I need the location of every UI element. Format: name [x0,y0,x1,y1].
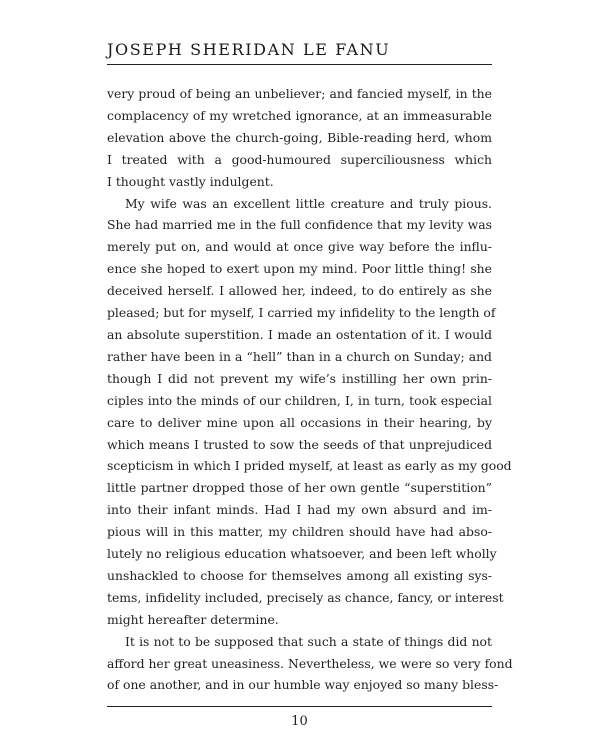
text-line: ence she hoped to exert upon my mind. Poor little thing! she [107,261,492,277]
text-line: afford her great uneasiness. Nevertheless, we were so very fond [107,655,513,671]
paragraph [107,83,492,193]
text-line: tems, infidelity included, precisely as chance, fancy, or interest [107,589,504,605]
text-line: very proud of being an unbeliever; and fancied myself, in the [107,86,492,101]
footer-rule [107,706,492,707]
text-line: an absolute superstition. I made an ostentation of it. I would [107,326,492,342]
text-line: scepticism in which I prided myself, at least as early as my good [107,458,512,474]
text-line: though I did not prevent my wife’s instilling her own prin- [107,370,492,386]
text-line: of one another, and in our humble way enjoyed so many bless- [107,677,499,693]
text-line: pleased; but for myself, I carried my infidelity to the length of [107,305,496,321]
page-number: 10 [291,714,308,729]
header-rule [107,64,492,65]
text-line: My wife was an excellent little creature and truly pious. [125,195,492,211]
text-line: complacency of my wretched ignorance, at an immeasurable [107,107,492,123]
text-line: unshackled to choose for themselves among all existing sys- [107,567,492,583]
text-line: into their infant minds. Had I had my own absurd and im- [107,502,492,518]
text-line: elevation above the church-going, Bible-reading herd, whom [107,129,492,145]
text-line: pious will in this matter, my children should have had abso- [107,524,492,540]
paragraph [107,631,513,697]
text-line: She had married me in the full confidence that my levity was [107,217,492,233]
text-line: which means I trusted to sow the seeds of that unprejudiced [107,436,492,452]
text-line: care to deliver mine upon all occasions in their hearing, by [107,414,492,430]
running-head: JOSEPH SHERIDAN LE FANU [107,40,391,59]
text-line: might hereafter determine. [107,611,279,627]
text-line: I thought vastly indulgent. [107,173,274,189]
text-line: I treated with a good-humoured superciliousness which [107,151,492,167]
text-line: little partner dropped those of her own gentle “superstition” [107,480,492,496]
text-line: It is not to be supposed that such a state of things did not [125,633,492,649]
text-line: ciples into the minds of our children, I, in turn, took especial [107,392,492,408]
text-line: rather have been in a “hell” than in a church on Sunday; and [107,348,492,364]
text-line: deceived herself. I allowed her, indeed, to do entirely as she [107,283,492,299]
body-text [107,83,513,696]
text-line: lutely no religious education whatsoever, and been left wholly [107,546,497,562]
text-line: merely put on, and would at once give way before the influ- [107,239,492,255]
paragraph [107,193,512,631]
